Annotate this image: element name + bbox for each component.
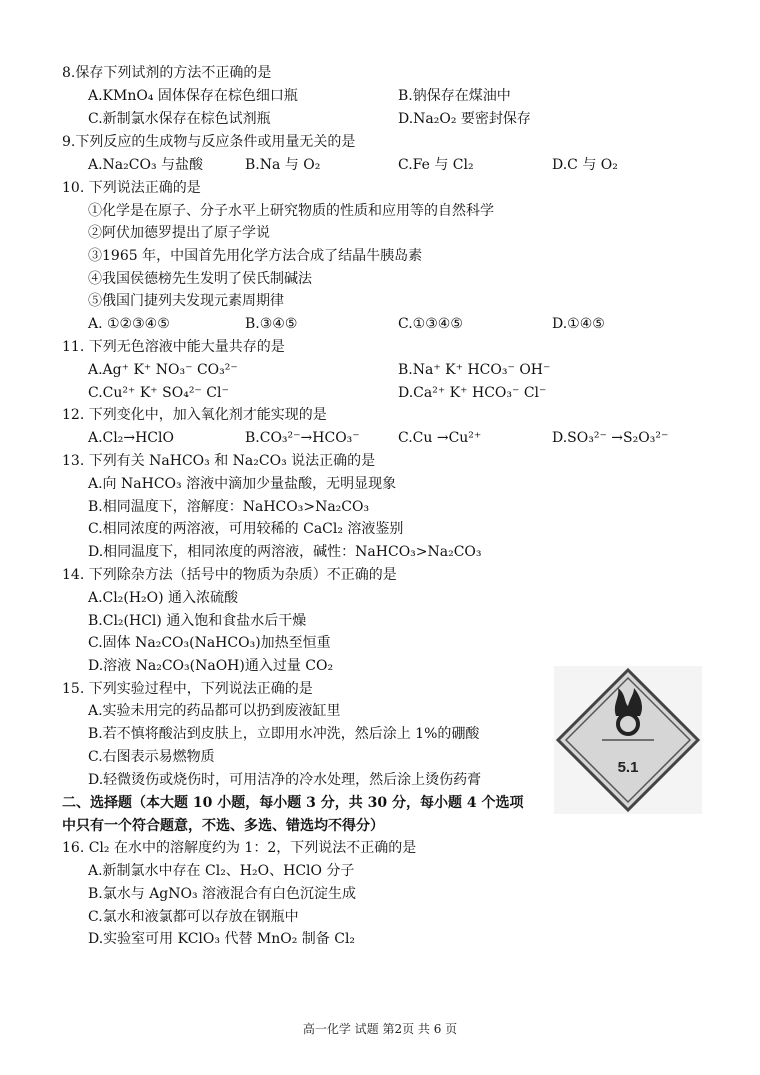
q10-statement-1: ①化学是在原子、分子水平上研究物质的性质和应用等的自然科学 bbox=[88, 203, 494, 219]
q16-option-c: C.氯水和液氯都可以存放在钢瓶中 bbox=[88, 909, 299, 925]
q16-option-d: D.实验室可用 KClO₃ 代替 MnO₂ 制备 Cl₂ bbox=[88, 931, 356, 947]
q8-option-c: C.新制氯水保存在棕色试剂瓶 bbox=[88, 111, 271, 127]
q11-option-b: B.Na⁺ K⁺ HCO₃⁻ OH⁻ bbox=[398, 362, 551, 378]
q11-stem: 11. 下列无色溶液中能大量共存的是 bbox=[62, 339, 285, 355]
page-footer: 高一化学 试题 第2页 共 6 页 bbox=[302, 1022, 458, 1036]
q15-option-b: B.若不慎将酸沾到皮肤上，立即用水冲洗，然后涂上 1%的硼酸 bbox=[88, 726, 480, 742]
q11-option-c: C.Cu²⁺ K⁺ SO₄²⁻ Cl⁻ bbox=[88, 385, 229, 401]
q14-option-a: A.Cl₂(H₂O) 通入浓硫酸 bbox=[88, 590, 239, 606]
q16-option-b: B.氯水与 AgNO₃ 溶液混合有白色沉淀生成 bbox=[88, 886, 357, 902]
q10-option-a: A. ①②③④⑤ bbox=[88, 316, 170, 332]
q15-option-c: C.右图表示易燃物质 bbox=[88, 749, 215, 765]
q13-option-c: C.相同浓度的两溶液，可用较稀的 CaCl₂ 溶液鉴别 bbox=[88, 521, 404, 537]
q12-option-c: C.Cu →Cu²⁺ bbox=[398, 430, 482, 446]
q13-option-b: B.相同温度下，溶解度：NaHCO₃>Na₂CO₃ bbox=[88, 499, 370, 515]
q8-option-b: B.钠保存在煤油中 bbox=[398, 88, 511, 104]
q8-option-a: A.KMnO₄ 固体保存在棕色细口瓶 bbox=[88, 88, 298, 104]
q10-statement-4: ④我国侯德榜先生发明了侯氏制碱法 bbox=[88, 271, 312, 287]
section2-heading-line2: 中只有一个符合题意，不选、多选、错选均不得分） bbox=[62, 818, 384, 834]
hazard-class-label: 5.1 bbox=[617, 759, 639, 776]
q8-option-d: D.Na₂O₂ 要密封保存 bbox=[398, 111, 531, 127]
q14-option-d: D.溶液 Na₂CO₃(NaOH)通入过量 CO₂ bbox=[88, 658, 334, 674]
q10-option-b: B.③④⑤ bbox=[245, 316, 298, 332]
q12-option-b: B.CO₃²⁻→HCO₃⁻ bbox=[245, 430, 360, 446]
q15-option-d: D.轻微烫伤或烧伤时，可用洁净的冷水处理，然后涂上烫伤药膏 bbox=[88, 772, 482, 788]
q13-stem: 13. 下列有关 NaHCO₃ 和 Na₂CO₃ 说法正确的是 bbox=[62, 453, 376, 469]
q14-option-b: B.Cl₂(HCl) 通入饱和食盐水后干燥 bbox=[88, 613, 307, 629]
q10-option-d: D.①④⑤ bbox=[552, 316, 605, 332]
q15-option-a: A.实验未用完的药品都可以扔到废液缸里 bbox=[88, 703, 341, 719]
q8-stem: 8.保存下列试剂的方法不正确的是 bbox=[62, 65, 272, 81]
q10-statement-2: ②阿伏加德罗提出了原子学说 bbox=[88, 225, 270, 241]
q11-option-a: A.Ag⁺ K⁺ NO₃⁻ CO₃²⁻ bbox=[88, 362, 238, 378]
q12-stem: 12. 下列变化中，加入氧化剂才能实现的是 bbox=[62, 407, 327, 423]
q16-stem: 16. Cl₂ 在水中的溶解度约为 1：2，下列说法不正确的是 bbox=[62, 840, 417, 856]
q10-statement-5: ⑤俄国门捷列夫发现元素周期律 bbox=[88, 293, 284, 309]
q9-option-b: B.Na 与 O₂ bbox=[245, 157, 321, 173]
q9-option-d: D.C 与 O₂ bbox=[552, 157, 618, 173]
section2-heading-line1: 二、选择题（本大题 10 小题，每小题 3 分，共 30 分，每小题 4 个选项 bbox=[62, 795, 524, 811]
q14-stem: 14. 下列除杂方法（括号中的物质为杂质）不正确的是 bbox=[62, 567, 397, 583]
q14-option-c: C.固体 Na₂CO₃(NaHCO₃)加热至恒重 bbox=[88, 635, 331, 651]
q11-option-d: D.Ca²⁺ K⁺ HCO₃⁻ Cl⁻ bbox=[398, 385, 547, 401]
q12-option-d: D.SO₃²⁻ →S₂O₃²⁻ bbox=[552, 430, 669, 446]
q9-option-c: C.Fe 与 Cl₂ bbox=[398, 157, 474, 173]
q10-stem: 10. 下列说法正确的是 bbox=[62, 180, 201, 196]
q16-option-a: A.新制氯水中存在 Cl₂、H₂O、HClO 分子 bbox=[88, 863, 355, 879]
q10-statement-3: ③1965 年，中国首先用化学方法合成了结晶牛胰岛素 bbox=[88, 248, 423, 264]
q9-option-a: A.Na₂CO₃ 与盐酸 bbox=[88, 157, 204, 173]
oxidizer-hazard-sign bbox=[554, 666, 702, 814]
q15-stem: 15. 下列实验过程中，下列说法正确的是 bbox=[62, 681, 313, 697]
q10-option-c: C.①③④⑤ bbox=[398, 316, 463, 332]
q12-option-a: A.Cl₂→HClO bbox=[88, 430, 174, 446]
q13-option-d: D.相同温度下，相同浓度的两溶液，碱性：NaHCO₃>Na₂CO₃ bbox=[88, 544, 482, 560]
q9-stem: 9.下列反应的生成物与反应条件或用量无关的是 bbox=[62, 134, 356, 150]
q13-option-a: A.向 NaHCO₃ 溶液中滴加少量盐酸，无明显现象 bbox=[88, 476, 397, 492]
